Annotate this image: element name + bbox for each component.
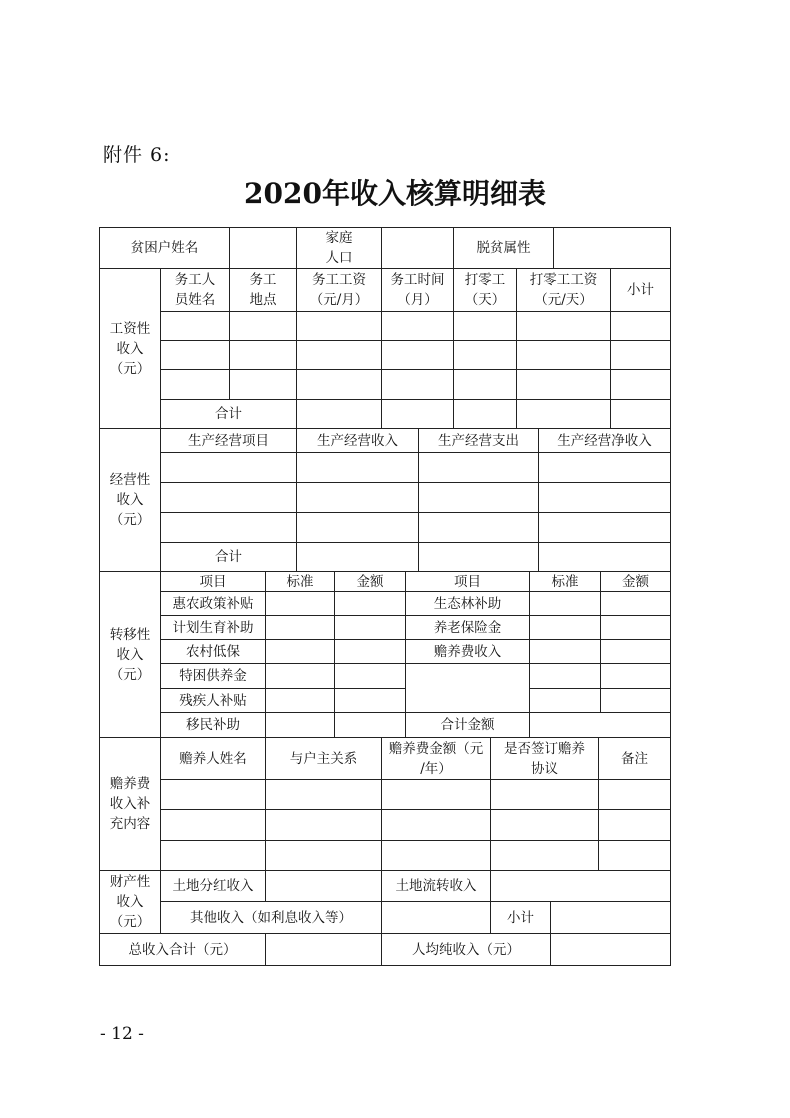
transfer-col-standard: 标准 — [286, 573, 314, 590]
support-col-relation: 与户主关系 — [289, 750, 358, 767]
transfer-col-standard-right: 标准 — [551, 573, 579, 590]
family-population-label: 家庭 人口 — [325, 230, 353, 266]
business-col-project: 生产经营项目 — [188, 432, 269, 449]
transfer-item-family-planning: 计划生育补助 — [172, 619, 254, 636]
transfer-total-amount-label: 合计金额 — [440, 717, 495, 733]
transfer-item-extreme-poverty: 特困供养金 — [179, 668, 247, 684]
wage-col-work-place: 务工 地点 — [249, 272, 277, 308]
page-number: - 12 - — [100, 1024, 144, 1044]
transfer-item-agri-subsidy: 惠农政策补贴 — [172, 595, 254, 612]
property-land-dividend-label: 土地分红收入 — [172, 878, 254, 894]
wage-col-work-time: 务工时间 （月） — [390, 272, 445, 308]
business-col-expense: 生产经营支出 — [438, 432, 519, 449]
attachment-label: 附件 6: — [103, 144, 171, 166]
poverty-exit-attribute-value[interactable] — [554, 228, 670, 268]
family-population-value[interactable] — [382, 228, 453, 268]
transfer-item-rural-dibao: 农村低保 — [186, 643, 240, 660]
transfer-col-item: 项目 — [199, 573, 227, 590]
transfer-col-amount-right: 金额 — [622, 573, 649, 590]
property-subtotal-label: 小计 — [507, 909, 534, 926]
support-col-agreement: 是否签订赡养 协议 — [504, 740, 585, 777]
transfer-col-item-right: 项目 — [454, 573, 481, 590]
property-land-transfer-label: 土地流转收入 — [395, 878, 477, 894]
wage-col-worker-name: 务工人 员姓名 — [174, 272, 216, 308]
wage-total-label: 合计 — [215, 406, 242, 422]
per-capita-income-label: 人均纯收入（元） — [412, 941, 520, 958]
support-col-amount: 赡养费金额（元 /年） — [388, 740, 484, 777]
support-col-remark: 备注 — [621, 750, 648, 767]
transfer-item-pension: 养老保险金 — [433, 619, 502, 636]
business-col-income: 生产经营收入 — [317, 432, 398, 449]
property-income-section-label: 财产性 收入 （元） — [109, 874, 151, 930]
business-total-label: 合计 — [215, 549, 242, 565]
transfer-item-migrant: 移民补助 — [186, 717, 240, 733]
page-title: 2020年收入核算明细表 — [244, 177, 546, 210]
wage-col-odd-job-days: 打零工 （天） — [464, 272, 506, 308]
wage-col-subtotal: 小计 — [627, 282, 654, 298]
transfer-col-amount: 金额 — [356, 573, 384, 590]
household-head-name-value[interactable] — [230, 228, 296, 268]
transfer-item-ecological-forest: 生态林补助 — [433, 595, 502, 612]
household-head-name-label: 贫困户姓名 — [130, 240, 199, 256]
business-col-net-income: 生产经营净收入 — [557, 432, 652, 449]
poverty-exit-attribute-label: 脱贫属性 — [476, 240, 531, 256]
wage-col-monthly-wage: 务工工资 （元/月） — [309, 272, 369, 308]
property-other-income-label: 其他收入（如利息收入等） — [190, 909, 352, 926]
wage-col-odd-job-wage: 打零工工资 （元/天） — [529, 272, 598, 308]
support-col-supporter-name: 赡养人姓名 — [179, 750, 247, 767]
total-income-label: 总收入合计（元） — [128, 941, 237, 958]
support-income-section-label: 赡养费 收入补 充内容 — [109, 776, 151, 832]
wage-income-section-label: 工资性 收入 （元） — [109, 320, 151, 377]
transfer-income-section-label: 转移性 收入 （元） — [109, 626, 151, 683]
business-income-section-label: 经营性 收入 （元） — [109, 472, 151, 528]
transfer-item-disability: 残疾人补贴 — [179, 692, 247, 709]
transfer-item-support-fee: 赡养费收入 — [433, 643, 502, 660]
